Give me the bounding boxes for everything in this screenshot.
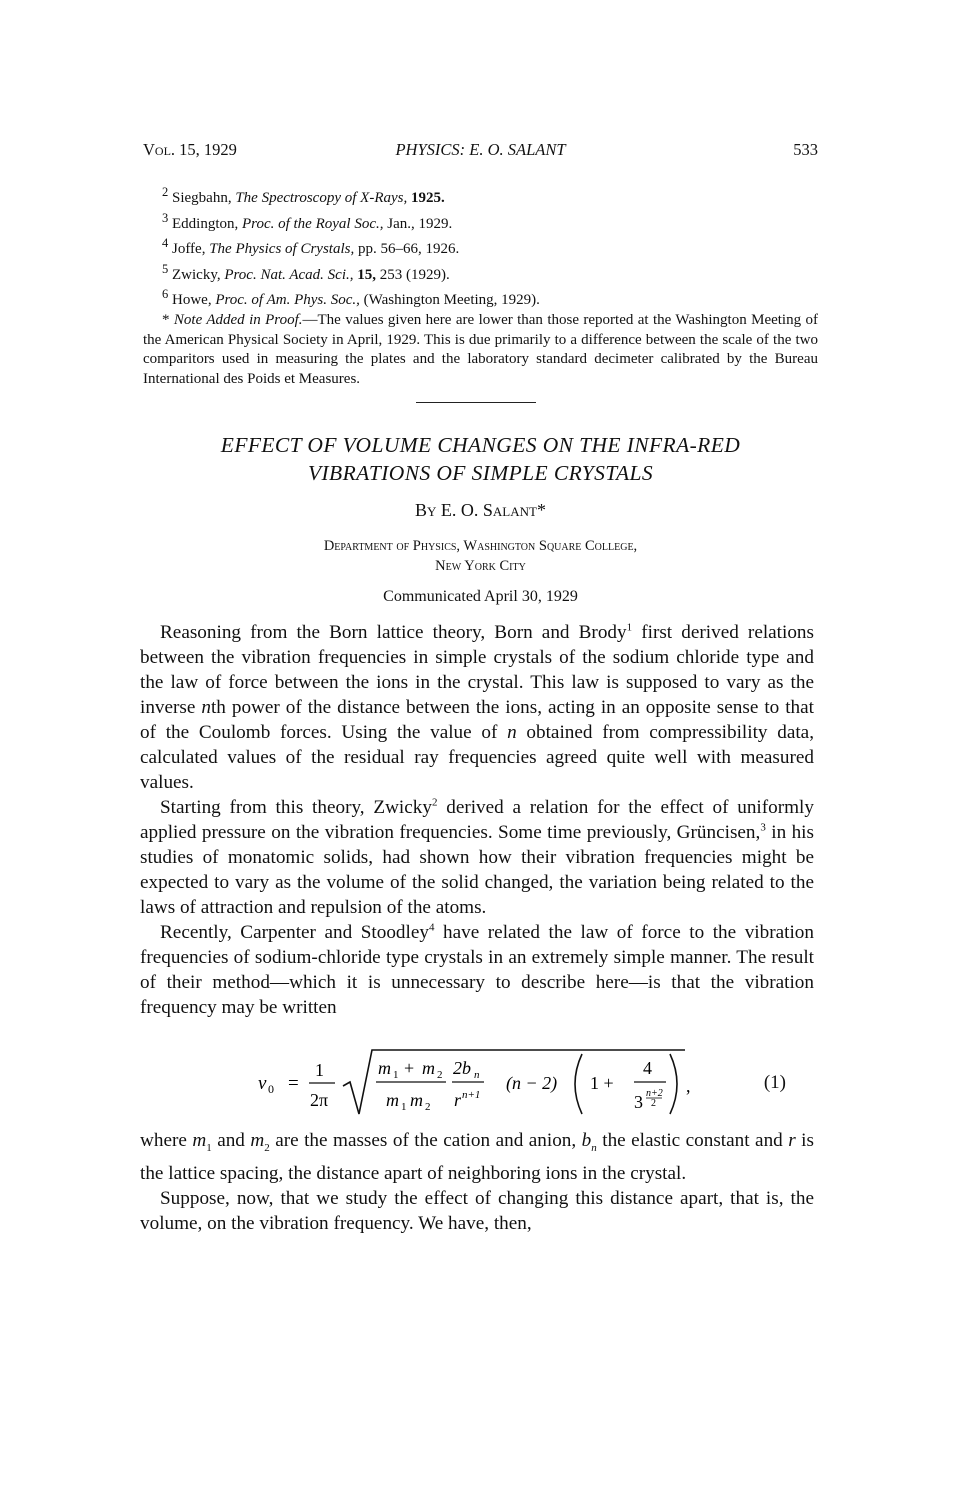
reference-5: $^5$ Zwicky, Proc. Nat. Acad. Sci., 15, 253 (1929). (162, 261, 450, 283)
svg-text:m: m (386, 1090, 399, 1110)
eq-nu-sub: 0 (268, 1082, 274, 1096)
svg-text:2b: 2b (453, 1058, 471, 1078)
svg-text:(n − 2): (n − 2) (506, 1073, 558, 1093)
footnote-references (143, 183, 818, 389)
svg-text:3: 3 (634, 1092, 643, 1112)
svg-text:n: n (474, 1069, 480, 1081)
equation-number: (1) (763, 1072, 786, 1093)
paragraph-4: where $m_1$ and $m_2$ are the masses of the cation and anion, $b_n$ the elastic constant and r is the lattice spacing, the distance apart of neighboring ions in the crystal. (140, 1130, 814, 1184)
page-number: 533 (793, 140, 818, 159)
affiliation: Department of Physics, Washington Square College, New York City (323, 538, 638, 574)
author-byline: By E. O. Salant* (415, 500, 546, 520)
reference-2: $^2$ Siegbahn, The Spectroscopy of X-Rays, 1925. (162, 185, 445, 206)
svg-text:m: m (378, 1058, 391, 1078)
svg-text:r: r (454, 1090, 462, 1110)
paragraph-5: Suppose, now, that we study the effect of changing this distance apart, that is, the volume, on the vibration frequency. We have, then, (140, 1187, 814, 1234)
equation-1 (140, 1046, 814, 1120)
title-line-2: VIBRATIONS OF SIMPLE CRYSTALS (307, 461, 654, 485)
body-text-top (140, 620, 814, 1020)
section-divider (416, 402, 536, 403)
running-header (143, 140, 818, 164)
svg-text:n+2: n+2 (646, 1088, 663, 1099)
svg-text:n+1: n+1 (462, 1089, 481, 1101)
communicated-date: Communicated April 30, 1929 (383, 588, 578, 605)
paragraph-2: Starting from this theory, Zwicky$^2$ derived a relation for the effect of uniformly applied pressure on the vibration frequencies. Some time previously, Grüncisen,$^3$ in his studies of monatomic solids, had shown how their vibration frequencies might be expected to vary as the volume of the solid changed, the variation being related to the laws of attraction and repulsion of the atoms. (140, 796, 814, 918)
paragraph-3: Recently, Carpenter and Stoodley$^4$ have related the law of force to the vibration frequencies of sodium-chloride type crystals in an extremely simple manner. The result of their method—which it is unnecessary to describe here—is that the vibration frequency may be written (140, 921, 814, 1018)
body-text-bottom (140, 1128, 814, 1236)
svg-text:2: 2 (425, 1101, 431, 1113)
eq-equals: = (288, 1073, 299, 1094)
running-title: PHYSICS: E. O. SALANT (395, 140, 566, 159)
svg-text:1: 1 (393, 1069, 399, 1081)
svg-text:,: , (686, 1076, 691, 1096)
svg-text:m: m (410, 1090, 423, 1110)
equation-graphic (140, 1046, 814, 1120)
svg-text:+: + (404, 1058, 415, 1078)
title-line-1: EFFECT OF VOLUME CHANGES ON THE INFRA-RED (220, 433, 741, 457)
svg-text:m: m (422, 1058, 435, 1078)
article-title (143, 431, 818, 487)
reference-3: $^3$ Eddington, Proc. of the Royal Soc., Jan., 1929. (162, 210, 453, 232)
svg-text:4: 4 (643, 1058, 652, 1078)
svg-text:2: 2 (437, 1069, 443, 1081)
eq-two-pi: 2π (310, 1090, 329, 1110)
paragraph-1: Reasoning from the Born lattice theory, Born and Brody$^1$ first derived relations between the vibration frequencies in simple crystals of the sodium chloride type and the law of force between the ions in the crystal. This law is supposed to vary as the inverse nth power of the distance between the ions, acting in an opposite sense to that of the Coulomb forces. Using the value of n obtained from compressibility data, calculated values of the residual ray frequencies agreed quite well with measured values. (140, 621, 814, 793)
svg-text:2: 2 (651, 1098, 656, 1109)
reference-6: $^6$ Howe, Proc. of Am. Phys. Soc., (Washington Meeting, 1929). (162, 287, 540, 309)
volume-label: Vol. 15, 1929 (143, 140, 237, 159)
note-added-in-proof: * Note Added in Proof.—The values given here are lower than those reported at the Washington Meeting of the American Physical Society in April, 1929. This is due primarily to a difference between the scale of the two comparitors used in measuring the plates and the laboratory standard decimeter calibrated by the Bureau International des Poids et Measures. (143, 311, 818, 387)
svg-text:1 +: 1 + (590, 1073, 614, 1093)
svg-text:1: 1 (401, 1101, 407, 1113)
eq-nu: ν (258, 1073, 267, 1094)
reference-4: $^4$ Joffe, The Physics of Crystals, pp. 56–66, 1926. (162, 236, 460, 258)
eq-one: 1 (315, 1060, 324, 1080)
